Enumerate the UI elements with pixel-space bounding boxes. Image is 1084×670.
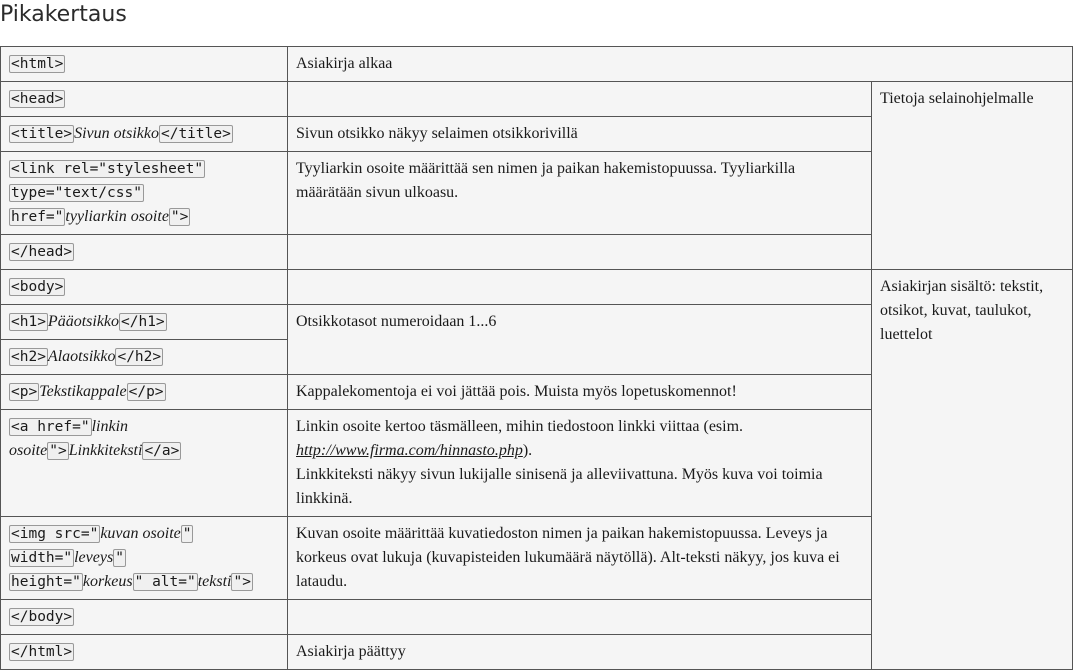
code-tag: </h1>: [121, 314, 165, 330]
code-cell: [1, 600, 288, 635]
code-tag: <a href=": [11, 419, 90, 435]
code-cell: [1, 517, 288, 600]
table-row: [1, 82, 1073, 117]
code-tag: <p>: [11, 384, 38, 400]
code-placeholder: teksti: [197, 573, 232, 590]
body-note-cell: Asiakirjan sisältö: tekstit, otsikot, kuvat, taulukot, luettelot: [872, 270, 1073, 670]
description-cell: Sivun otsikko näkyy selaimen otsikkorivillä: [288, 117, 872, 152]
code-cell: [1, 152, 288, 235]
code-tag: </body>: [11, 609, 73, 625]
code-cell: [1, 410, 288, 517]
example-url-link[interactable]: http://www.firma.com/hinnasto.php: [296, 442, 523, 459]
code-placeholder: korkeus: [82, 573, 133, 590]
code-tag: <h2>: [11, 349, 46, 365]
code-tag: </html>: [11, 644, 73, 660]
code-tag: <link rel="stylesheet": [11, 161, 204, 177]
description-cell: Asiakirja päättyy: [288, 635, 1073, 670]
code-tag: width=": [11, 550, 73, 566]
description-cell: [288, 600, 872, 635]
code-cell: [1, 117, 288, 152]
description-cell: [288, 410, 872, 517]
code-cell: [1, 375, 288, 410]
code-cell: [1, 305, 288, 340]
code-tag: ">: [49, 443, 67, 459]
code-placeholder: Pääotsikko: [47, 313, 120, 330]
description-cell: Asiakirja alkaa: [288, 47, 1073, 82]
code-tag: <img src=": [11, 526, 99, 542]
code-tag: " alt=": [134, 574, 196, 590]
head-note-cell: Tietoja selainohjelmalle: [872, 82, 1073, 270]
table-row: [1, 47, 1073, 82]
description-cell: Kappalekomentoja ei voi jättää pois. Muista myös lopetuskomennot!: [288, 375, 872, 410]
description-text: Linkin osoite kertoo täsmälleen, mihin tiedostoon linkki viittaa (esim.: [296, 418, 744, 435]
code-tag: </p>: [128, 384, 164, 400]
description-cell: [288, 82, 872, 117]
code-tag: ": [182, 526, 192, 542]
html-reference-table: [0, 46, 1073, 670]
code-cell: [1, 82, 288, 117]
table-row: [1, 635, 1073, 670]
code-tag: <html>: [11, 56, 64, 72]
description-cell: Kuvan osoite määrittää kuvatiedoston nimen ja paikan hakemistopuussa. Leveys ja korkeus ovat lukuja (kuvapisteiden lukumäärä näytöllä). Alt-teksti näkyy, jos kuva ei lataudu.: [288, 517, 872, 600]
description-cell: [288, 235, 872, 270]
code-placeholder: Tekstikappale: [39, 383, 127, 400]
code-tag: ">: [170, 209, 189, 225]
code-tag: ">: [233, 574, 251, 590]
code-tag: <h1>: [11, 314, 46, 330]
description-text: ).: [522, 442, 533, 459]
code-tag: </title>: [160, 126, 231, 142]
code-placeholder: kuvan osoite: [100, 525, 181, 542]
code-cell: [1, 47, 288, 82]
description-cell: Otsikkotasot numeroidaan 1...6: [288, 305, 872, 375]
code-tag: ": [115, 550, 124, 566]
code-cell: [1, 235, 288, 270]
code-tag: </h2>: [117, 349, 162, 365]
description-cell: Tyyliarkin osoite määrittää sen nimen ja paikan hakemistopuussa. Tyyliarkilla määrätään sivun ulkoasu.: [288, 152, 872, 235]
code-cell: [1, 270, 288, 305]
code-cell: [1, 635, 288, 670]
description-cell: [288, 270, 872, 305]
code-tag: </head>: [11, 244, 73, 260]
code-tag: </a>: [144, 443, 180, 459]
page-title: Pikakertaus: [0, 2, 127, 27]
code-tag: height=": [11, 574, 81, 590]
code-placeholder: Alaotsikko: [47, 348, 116, 365]
code-tag: href=": [11, 209, 64, 225]
code-placeholder: Sivun otsikko: [74, 125, 159, 142]
code-cell: [1, 340, 288, 375]
code-tag: <head>: [11, 91, 64, 107]
description-text: Linkkiteksti näkyy sivun lukijalle sinisenä ja alleviivattuna. Myös kuva voi toimia linkkinä.: [296, 466, 823, 507]
code-placeholder: Linkkiteksti: [68, 442, 143, 459]
code-placeholder: linkin osoite: [9, 418, 129, 459]
table-row: [1, 270, 1073, 305]
code-placeholder: leveys: [74, 549, 114, 566]
code-tag: type="text/css": [11, 185, 142, 201]
code-tag: <body>: [11, 279, 64, 295]
code-placeholder: tyyliarkin osoite: [65, 208, 169, 225]
code-tag: <title>: [11, 126, 73, 142]
